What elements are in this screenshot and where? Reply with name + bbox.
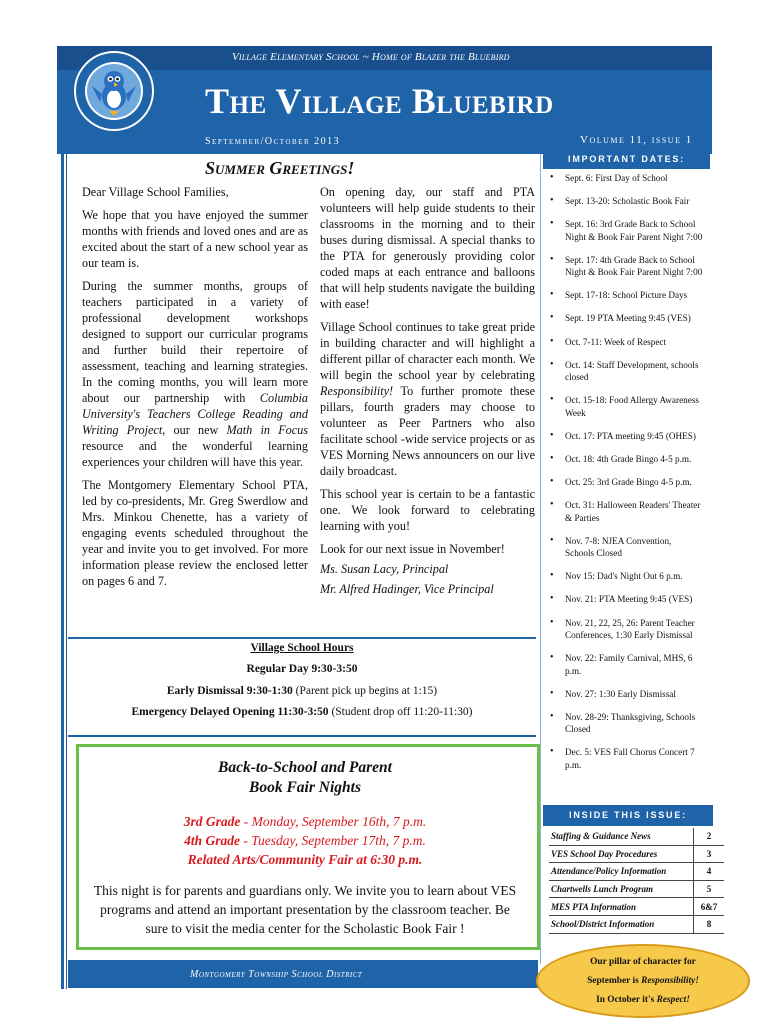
important-date-item: • Sept. 13-20: Scholastic Book Fair	[548, 195, 713, 208]
important-date-item: • Oct. 15-18: Food Allergy Awareness Week	[548, 394, 713, 419]
important-date-item: • Oct. 25: 3rd Grade Bingo 4-5 p.m.	[548, 476, 713, 489]
grade-4-night: 4th Grade - Tuesday, September 17th, 7 p.m.	[184, 833, 426, 848]
important-date-item: • Sept. 19 PTA Meeting 9:45 (VES)	[548, 312, 713, 325]
left-rule-thin	[66, 154, 67, 989]
pillar-line-3: In October it's Respect!	[596, 995, 690, 1005]
left-rule	[61, 154, 64, 989]
book-fair-note: This night is for parents and guardians only. We invite you to learn about VES programs and attend an important presentation by the classroom teacher. Be sure to visit the media center for the Scholastic Book Fair !	[93, 883, 517, 936]
letter-column-1	[82, 184, 308, 596]
pillar-line-1: Our pillar of character for	[590, 957, 696, 967]
book-fair-title: Back-to-School and Parent Book Fair Nights	[218, 759, 392, 796]
inside-issue-title: MES PTA Information	[549, 898, 694, 916]
inside-issue-row	[549, 915, 724, 933]
inside-issue-page: 2	[694, 828, 725, 845]
inside-issue-page: 6&7	[694, 898, 725, 916]
inside-issue-row	[549, 880, 724, 898]
important-date-item: • Sept. 6: First Day of School	[548, 172, 713, 185]
inside-issue-page: 4	[694, 863, 725, 881]
letter-paragraph-4: On opening day, our staff and PTA volunteers will help guide students to their classrooms in the morning and to their buses during dismissal. A special thanks to the PTA for generously providing color coded maps at each entrance and balloons that will help students navigate the building with ease!	[320, 185, 535, 311]
newsletter-title: The Village Bluebird	[205, 81, 554, 121]
inside-issue-title: VES School Day Procedures	[549, 845, 694, 863]
issue-date: September/October 2013	[205, 136, 341, 147]
inside-issue-title: Attendance/Policy Information	[549, 863, 694, 881]
important-date-item: • Nov. 22: Family Carnival, MHS, 6 p.m.	[548, 652, 713, 677]
important-date-item: • Oct. 7-11: Week of Respect	[548, 336, 713, 349]
important-date-item: • Sept. 16: 3rd Grade Back to School Night & Book Fair Parent Night 7:00	[548, 218, 713, 243]
school-hours-title: Village School Hours	[250, 642, 354, 654]
footer-district: Montgomery Township School District	[190, 969, 363, 980]
inside-issue-row	[549, 828, 724, 845]
letter-paragraph-3: The Montgomery Elementary School PTA, led by co-presidents, Mr. Greg Swerdlow and Mrs. Minkou Chenette, has a variety of engaging events scheduled throughout the year and invite you to get involved. For more information please review the enclosed letter on pages 6 and 7.	[82, 478, 308, 588]
important-date-item: • Nov 15: Dad's Night Out 6 p.m.	[548, 570, 713, 583]
inside-issue-page: 8	[694, 915, 725, 933]
inside-issue-row	[549, 863, 724, 881]
inside-issue-table	[549, 828, 724, 934]
important-date-item: • Oct. 31: Halloween Readers' Theater & Parties	[548, 499, 713, 524]
inside-issue-title: Chartwells Lunch Program	[549, 880, 694, 898]
inside-issue-title: Staffing & Guidance News	[549, 828, 694, 845]
delayed-opening-hours: Emergency Delayed Opening 11:30-3:50 (Student drop off 11:20-11:30)	[131, 706, 473, 718]
grade-3-night: 3rd Grade - Monday, September 16th, 7 p.m.	[183, 814, 427, 829]
early-dismissal-hours: Early Dismissal 9:30-1:30 (Parent pick up begins at 1:15)	[166, 685, 438, 697]
related-arts-fair: Related Arts/Community Fair at 6:30 p.m.	[187, 852, 423, 867]
summer-heading: Summer Greetings!	[205, 158, 355, 178]
important-date-item: • Sept. 17-18: School Picture Days	[548, 289, 713, 302]
pillar-line-2: September is Responsibility!	[587, 976, 699, 986]
inside-issue-page: 5	[694, 880, 725, 898]
important-date-item: • Oct. 14: Staff Development, schools closed	[548, 359, 713, 384]
greeting: Dear Village School Families,	[82, 185, 229, 199]
masthead-tagline: Village Elementary School ~ Home of Blazer the Bluebird	[232, 51, 510, 63]
signature-vice-principal: Mr. Alfred Hadinger, Vice Principal	[320, 582, 494, 596]
letter-paragraph-5: Village School continues to take great pride in building character and will highlight a different pillar of character each month. We will begin the school year by celebrating Responsibility! To further promote these pillars, fourth graders may choose to volunteer as Peer Partners who also facilitate school -wide service projects or as VES Morning News announcers on our live daily broadcast.	[320, 320, 535, 478]
next-issue-note: Look for our next issue in November!	[320, 542, 505, 556]
inside-issue-page: 3	[694, 845, 725, 863]
inside-issue-heading: INSIDE THIS ISSUE:	[569, 810, 687, 820]
inside-issue-row	[549, 898, 724, 916]
letter-column-2	[320, 184, 535, 604]
important-date-item: • Nov. 21, 22, 25, 26: Parent Teacher Conferences, 1:30 Early Dismissal	[548, 617, 713, 642]
letter-paragraph-2: During the summer months, groups of teachers participated in a variety of professional development workshops designed to support our curricular programs and further build their repertoire of assessment, teaching and learning strategies. In the coming months, you will learn more about our partnership with Columbia University's Teachers College Reading and Writing Project, our new Math in Focus resource and the wonderful learning experiences your children will have this year.	[82, 279, 308, 469]
important-dates-heading: IMPORTANT DATES:	[568, 154, 685, 164]
important-date-item: • Nov. 28-29: Thanksgiving, Schools Closed	[548, 711, 713, 736]
signature-principal: Ms. Susan Lacy, Principal	[320, 562, 449, 576]
letter-paragraph-1: We hope that you have enjoyed the summer months with friends and loved ones and are as excited about the start of a new school year as our team is.	[82, 208, 308, 270]
issue-volume: Volume 11, issue 1	[580, 134, 693, 146]
important-date-item: • Oct. 18: 4th Grade Bingo 4-5 p.m.	[548, 453, 713, 466]
important-dates-list	[548, 172, 713, 782]
inside-issue-title: School/District Information	[549, 915, 694, 933]
important-date-item: • Dec. 5: VES Fall Chorus Concert 7 p.m.	[548, 746, 713, 771]
inside-issue-row	[549, 845, 724, 863]
bluebird-school-seal-icon	[72, 50, 156, 132]
important-date-item: • Nov. 27: 1:30 Early Dismissal	[548, 688, 713, 701]
important-date-item: • Nov. 7-8: NJEA Convention, Schools Closed	[548, 535, 713, 560]
regular-day-hours: Regular Day 9:30-3:50	[246, 663, 358, 675]
important-date-item: • Nov. 21: PTA Meeting 9:45 (VES)	[548, 593, 713, 606]
letter-paragraph-6: This school year is certain to be a fantastic one. We look forward to celebrating learning with you!	[320, 487, 535, 533]
important-date-item: • Sept. 17: 4th Grade Back to School Night & Book Fair Parent Night 7:00	[548, 254, 713, 279]
important-date-item: • Oct. 17: PTA meeting 9:45 (OHES)	[548, 430, 713, 443]
